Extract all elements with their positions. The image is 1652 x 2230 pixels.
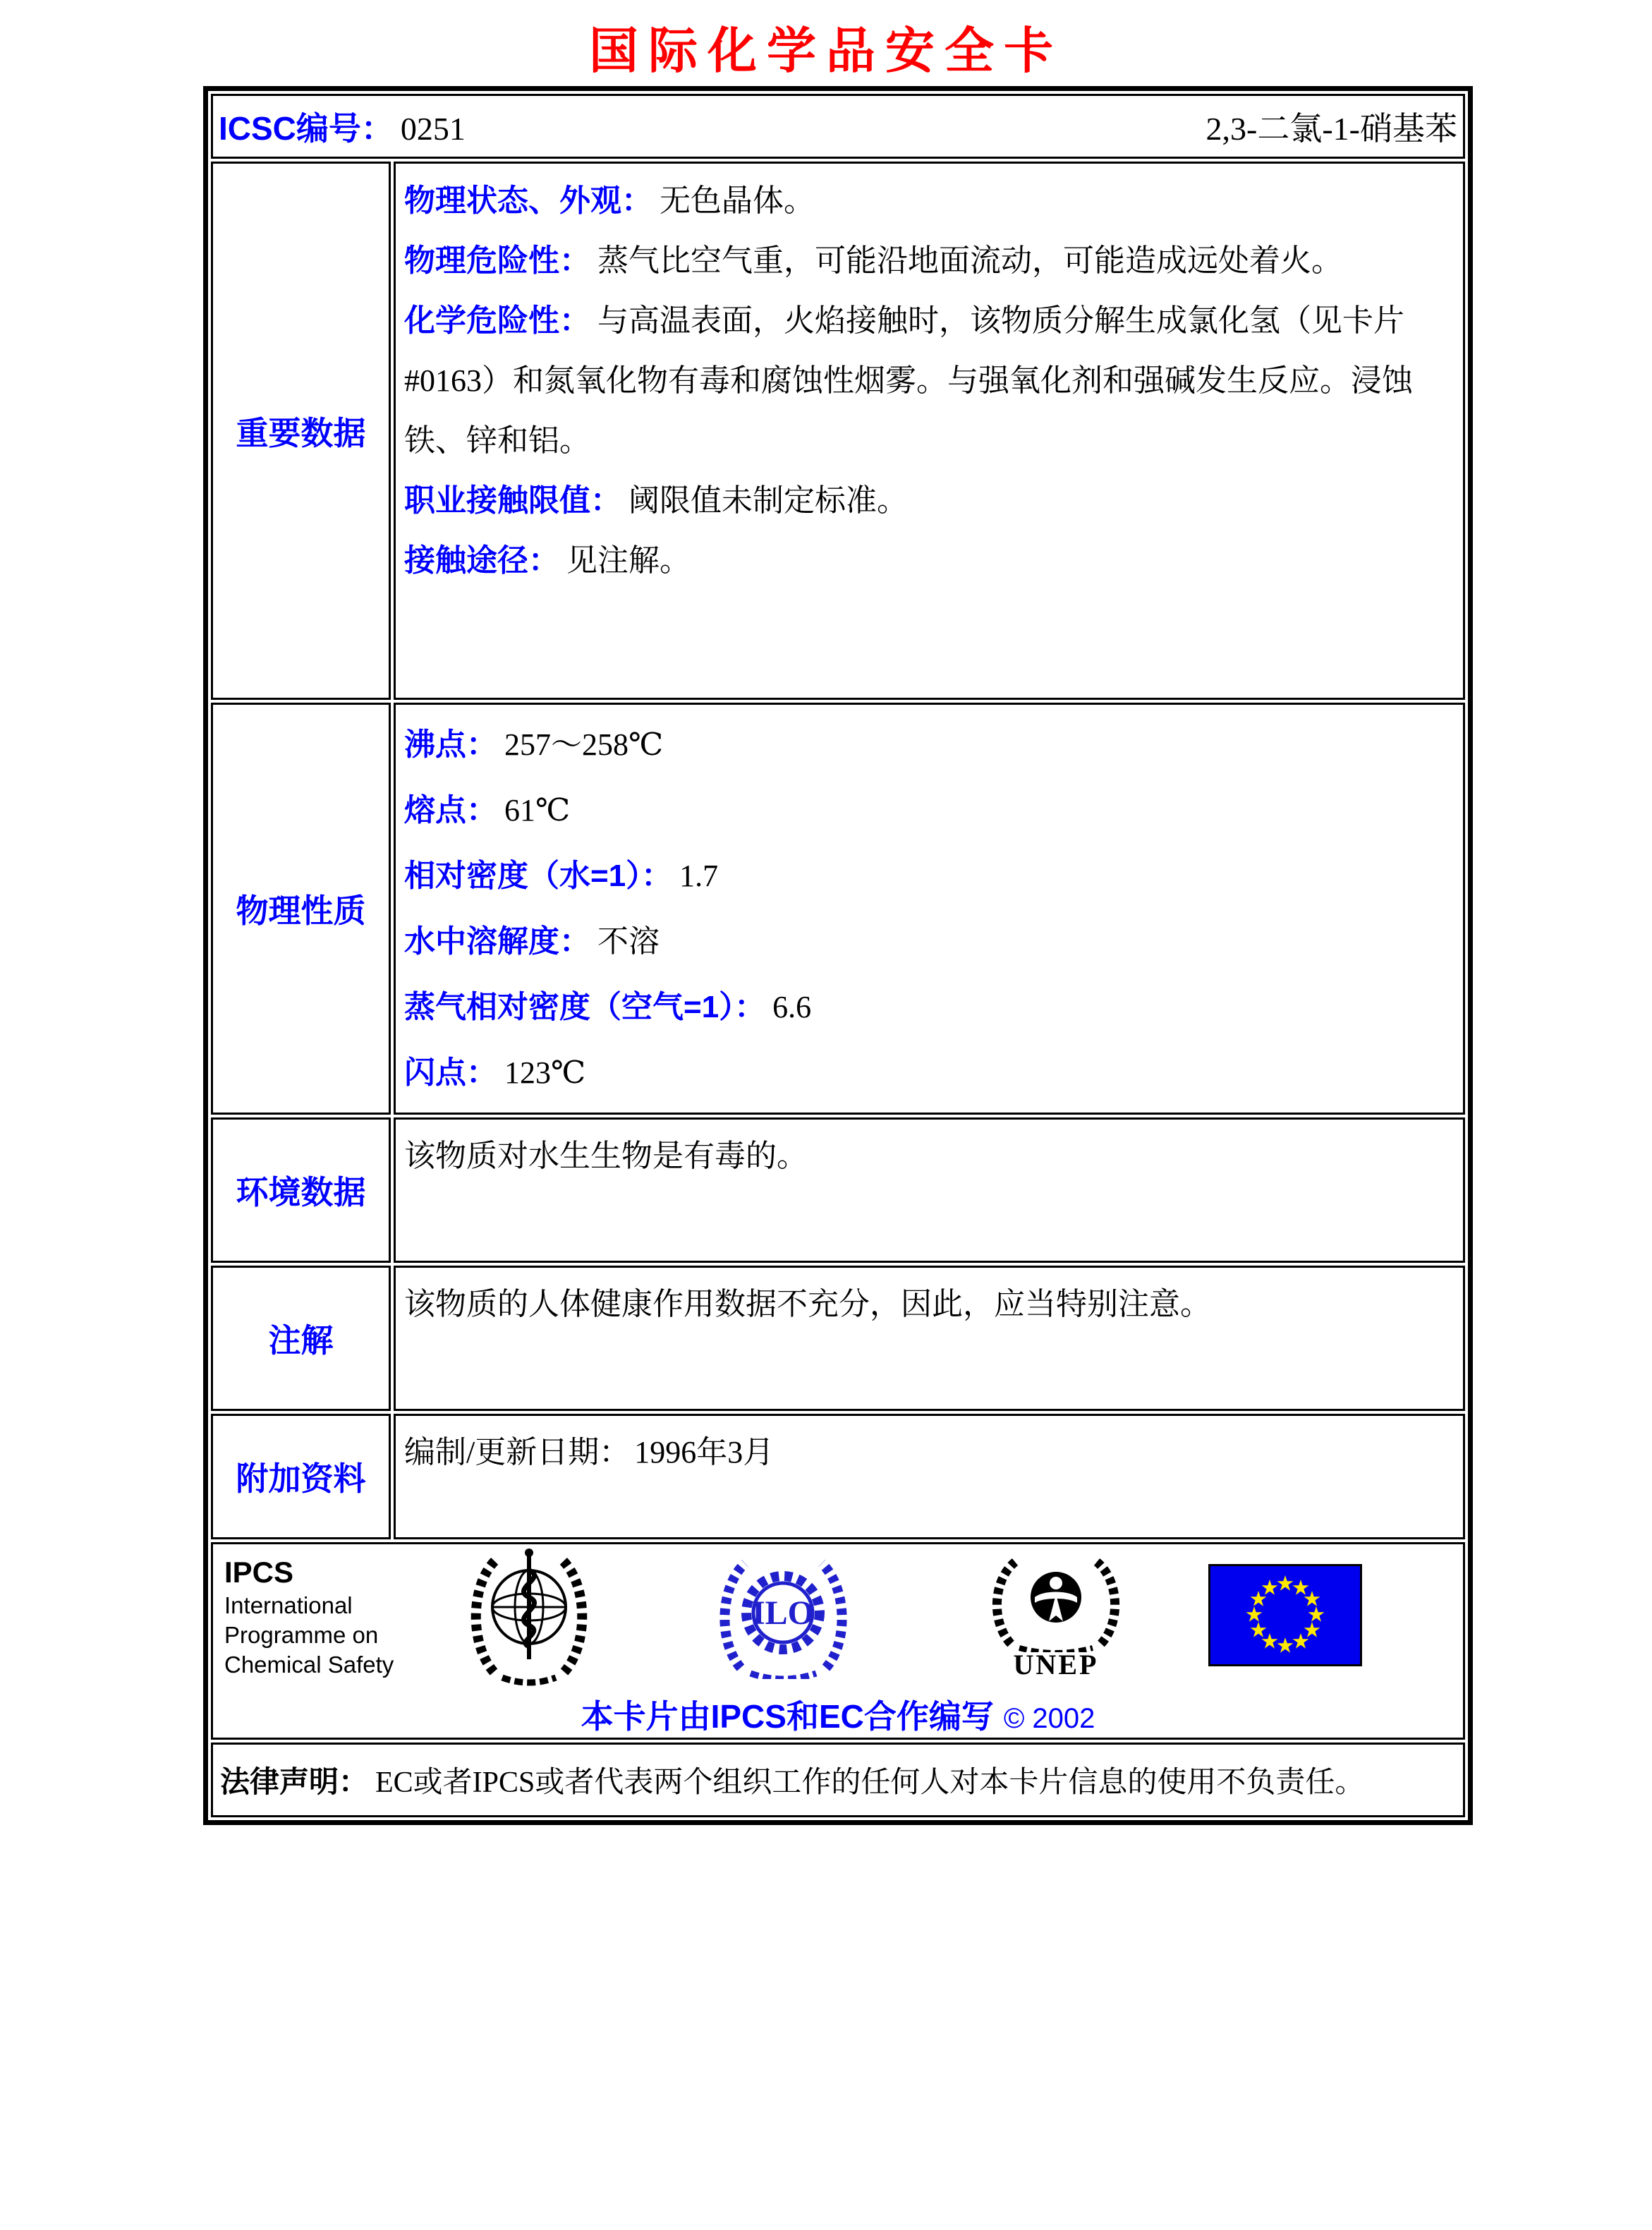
header-row (211, 94, 1465, 159)
ipcs-subtitle-line: Chemical Safety (224, 1652, 394, 1678)
important-data-line: 职业接触限值： 阈限值未制定标准。 (404, 483, 908, 518)
ipcs-subtitle-line: International (224, 1592, 353, 1618)
credit-line (213, 1691, 1463, 1738)
svg-text:ILO: ILO (751, 1594, 815, 1632)
section-label-additional-info: 附加资料 (211, 1414, 391, 1539)
eu-flag-icon (1208, 1564, 1362, 1670)
icsc-number (219, 103, 466, 150)
ipcs-subtitle-line: Programme on (224, 1622, 379, 1648)
physical-property-line: 水中溶解度： 不溶 (404, 924, 660, 959)
important-data-line: 物理危险性： 蒸气比空气重，可能沿地面流动，可能造成远处着火。 (404, 243, 1342, 278)
physical-property-line: 熔点： 61℃ (404, 793, 571, 828)
credit-year: © 2002 (1003, 1703, 1095, 1734)
ilo-emblem-icon (714, 1552, 853, 1683)
ipcs-title: IPCS (224, 1556, 294, 1589)
page-title: 国际化学品安全卡 (589, 23, 1063, 78)
credit-text: 本卡片由IPCS和EC合作编写 (581, 1698, 994, 1735)
icsc-number-value: 0251 (400, 111, 466, 147)
section-content-notes (394, 1266, 1465, 1411)
section-label-physical-properties: 物理性质 (211, 703, 391, 1115)
section-label-important-data: 重要数据 (211, 162, 391, 700)
section-content-environmental-data (394, 1117, 1465, 1263)
important-data-line: 化学危险性： 与高温表面，火焰接触时，该物质分解生成氯化氢（见卡片#0163）和氮氧化物有毒和腐蚀性烟雾。与强氧化剂和强碱发生反应。浸蚀铁、锌和铝。 (404, 303, 1413, 458)
footer-logos-row (211, 1542, 1465, 1740)
unep-label: UNEP (1013, 1648, 1099, 1680)
physical-property-line: 沸点： 257～258℃ (404, 727, 664, 762)
physical-property-line: 蒸气相对密度（空气=1）： 6.6 (404, 990, 812, 1024)
additional-info-line: 编制/更新日期： 1996年3月 (404, 1435, 775, 1470)
notes-line: 该物质的人体健康作用数据不充分，因此，应当特别注意。 (404, 1287, 1211, 1321)
environmental-data-line: 该物质对水生生物是有毒的。 (404, 1139, 808, 1173)
section-content-physical-properties (394, 703, 1465, 1115)
physical-property-line: 相对密度（水=1）： 1.7 (404, 859, 719, 893)
legal-row (211, 1743, 1465, 1817)
unep-emblem-icon (978, 1553, 1134, 1681)
legal-statement-label: 法律声明： (220, 1765, 369, 1798)
chemical-name: 2,3-二氯-1-硝基苯 (1205, 111, 1457, 147)
important-data-line: 物理状态、外观： 无色晶体。 (404, 183, 815, 218)
section-label-environmental-data: 环境数据 (211, 1117, 391, 1263)
section-content-additional-info (394, 1414, 1465, 1539)
icsc-number-label: ICSC编号： (219, 110, 394, 147)
icsc-card-table (203, 86, 1473, 1825)
legal-statement (220, 1759, 1456, 1801)
section-label-notes: 注解 (211, 1266, 391, 1411)
ipcs-text-block (224, 1554, 450, 1680)
important-data-line: 接触途径： 见注解。 (404, 543, 691, 578)
section-content-important-data (394, 162, 1465, 700)
who-emblem-icon (466, 1545, 593, 1690)
legal-statement-text: EC或者IPCS或者代表两个组织工作的任何人对本卡片信息的使用不负责任。 (375, 1767, 1365, 1799)
physical-property-line: 闪点： 123℃ (404, 1055, 586, 1090)
